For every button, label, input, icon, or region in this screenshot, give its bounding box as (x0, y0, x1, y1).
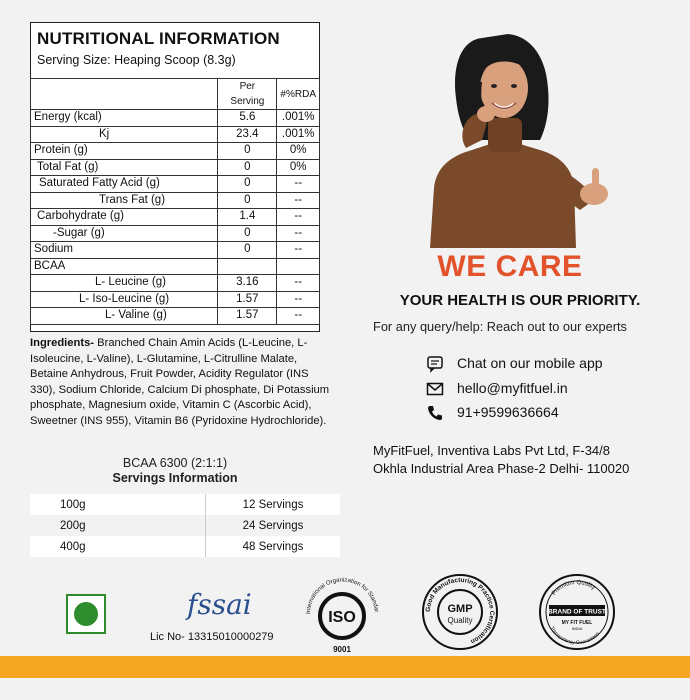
table-row: L- Iso-Leucine (g) 1.57 -- (31, 291, 320, 308)
gmp-badge-icon (420, 572, 500, 652)
svg-text:INDIA: INDIA (571, 626, 583, 631)
nutrition-panel (30, 22, 320, 332)
chat-text[interactable]: Chat on our mobile app (457, 355, 603, 371)
svg-text:ISO: ISO (328, 609, 356, 626)
email-link[interactable]: hello@myfitfuel.in (457, 380, 568, 396)
table-row: BCAA (31, 258, 320, 275)
svg-text:9001: 9001 (333, 645, 351, 654)
table-row: Trans Fat (g) 0 -- (31, 192, 320, 209)
table-row: Total Fat (g) 0 0% (31, 159, 320, 176)
svg-text:International Organization for: International Organization for Standar (305, 577, 379, 615)
table-row: 400g 48 Servings (30, 536, 340, 557)
phone-icon (426, 404, 444, 422)
table-row: 200g 24 Servings (30, 515, 340, 536)
table-row: Saturated Fatty Acid (g) 0 -- (31, 176, 320, 193)
table-row: Energy (kcal) 5.6 .001% (31, 110, 320, 127)
table-row: Protein (g) 0 0% (31, 143, 320, 160)
veg-symbol-icon (66, 594, 106, 634)
chat-icon (426, 355, 444, 373)
ingredients-body: Branched Chain Amin Acids (L-Leucine, L-Isoleucine, L-Valine), L-Glutamine, L-Citrulline Malate, Betaine Anhydrous, Fruit Powder, Acidity Regulator (INS 330), Sodium Chloride, Calcium Di phosphate, Di Potassium phosphate, Magnesium oxide, Vitamin C (Ascorbic Acid), Sweetner (INS 955), Vitamin B6 (Pyridoxine Hydrochloride). (30, 337, 330, 427)
servings-title-line2: Servings Information (112, 471, 238, 485)
nutrition-header-row (31, 79, 320, 110)
we-care-headline: WE CARE (437, 250, 583, 283)
table-row: Kj 23.4 .001% (31, 126, 320, 143)
svg-text:Quality: Quality (447, 616, 473, 625)
ingredients-label: Ingredients- (30, 337, 95, 349)
iso-badge-icon (300, 572, 385, 657)
servings-title-line1: BCAA 6300 (2:1:1) (122, 456, 228, 470)
svg-text:GMP: GMP (447, 603, 473, 615)
priority-subhead: YOUR HEALTH IS OUR PRIORITY. (399, 292, 641, 309)
table-row: Sodium 0 -- (31, 242, 320, 259)
nutrition-title: NUTRITIONAL INFORMATION (37, 29, 280, 48)
brand-of-trust-badge-icon (537, 572, 617, 652)
table-row: Carbohydrate (g) 1.4 -- (31, 209, 320, 226)
svg-text:Transparency Guaranteed: Transparency Guaranteed (548, 625, 601, 647)
company-address: MyFitFuel, Inventiva Labs Pvt Ltd, F-34/8 Okhla Industrial Area Phase-2 Delhi- 110020 (373, 443, 630, 476)
ingredients-text (30, 336, 330, 429)
col-per-serving: Per Serving (218, 79, 277, 110)
fssai-logo: fssai (187, 588, 252, 621)
footer-band (0, 656, 690, 678)
col-rda: #%RDA (277, 79, 320, 110)
woman-photo (390, 18, 620, 248)
servings-table (30, 494, 340, 557)
servings-title (100, 456, 250, 486)
email-icon (426, 380, 444, 398)
svg-text:Premium Quality: Premium Quality (551, 579, 597, 597)
phone-link[interactable]: 91+9599636664 (457, 404, 559, 420)
table-row: L- Leucine (g) 3.16 -- (31, 275, 320, 292)
query-text: For any query/help: Reach out to our experts (373, 319, 627, 334)
nutrition-table (30, 78, 320, 325)
license-number: Lic No- 13315010000279 (150, 631, 274, 643)
table-row: 100g 12 Servings (30, 494, 340, 515)
svg-text:Good Manufacturing Practice Ce: Good Manufacturing Practice Certification (424, 576, 496, 645)
svg-text:BRAND OF TRUST: BRAND OF TRUST (548, 608, 606, 616)
table-row: L- Valine (g) 1.57 -- (31, 308, 320, 325)
serving-size: Serving Size: Heaping Scoop (8.3g) (37, 53, 236, 67)
svg-text:MY FIT FUEL: MY FIT FUEL (561, 620, 593, 626)
table-row: -Sugar (g) 0 -- (31, 225, 320, 242)
